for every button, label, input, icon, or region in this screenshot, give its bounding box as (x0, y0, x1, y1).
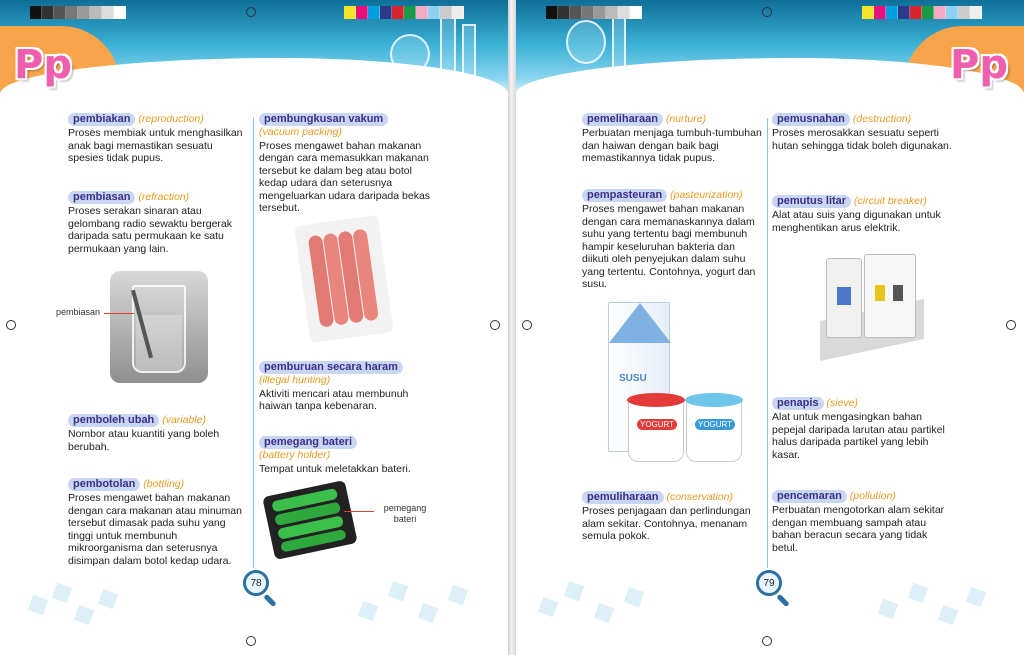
column-divider (253, 118, 254, 568)
page-left (0, 0, 508, 655)
term: pemuliharaan (582, 491, 664, 504)
entry-pemburuan-secara-haram (259, 361, 439, 413)
registration-mark (246, 7, 256, 17)
translation: (refraction) (138, 191, 190, 203)
term: pembungkusan vakum (259, 113, 388, 126)
yogurt-cup-blue (686, 398, 742, 462)
entry-pembotolan (68, 478, 250, 567)
entry-pemeliharaan (582, 113, 764, 165)
registration-mark (246, 636, 256, 646)
translation: (battery holder) (259, 449, 331, 461)
page-right (516, 0, 1024, 655)
term: pemutus litar (772, 195, 851, 208)
term: pencemaran (772, 490, 847, 503)
translation: (sieve) (826, 397, 859, 409)
yogurt-label: YOGURT (695, 419, 735, 430)
registration-mark (1006, 320, 1016, 330)
page-header (516, 0, 1024, 100)
translation: (circuit breaker) (854, 195, 927, 207)
term: pembiasan (68, 191, 135, 204)
test-tube-icon (462, 24, 476, 80)
definition: Perbuatan mengotorkan alam sekitar dengan membuang sampah atau bahan beracun secara yang tidak betul. (772, 504, 945, 554)
entry-pemboleh-ubah (68, 414, 250, 453)
entry-pemuliharaan (582, 491, 764, 543)
registration-mark (6, 320, 16, 330)
decorative-cubes (340, 577, 490, 637)
milk-label: SUSU (619, 373, 647, 384)
definition: Proses mengawet bahan makanan dengan cara memasukkan makanan tersebut ke dalam beg atau botol kedap udara dan seterusnya mengeluarkan udara daripada bekas tersebut. (259, 139, 431, 214)
translation: (reproduction) (138, 113, 204, 125)
circuit-breaker-photo (812, 250, 926, 362)
definition: Aktiviti mencari atau membunuh haiwan tanpa kebenaran. (259, 387, 409, 412)
definition: Proses mengawet bahan makanan dengan cara makanan atau minuman tersebut dimasak pada suhu yang tinggi untuk membunuh mikroorganisma dan seterusnya disimpan dalam botol kedap udara. (68, 492, 242, 567)
yogurt-cup-red (628, 398, 684, 462)
caption-pembiasan: pembiasan (55, 307, 101, 317)
term: pempasteuran (582, 189, 667, 202)
translation: (conservation) (666, 491, 733, 503)
caption-pemegang-bateri: pemegang bateri (383, 503, 427, 524)
definition: Proses membiak untuk menghasilkan anak bagi memastikan sesuatu spesies tidak pupus. (68, 127, 243, 164)
definition: Proses mengawet bahan makanan dengan cara memanaskannya dalam suhu yang tertentu bagi membunuh hampir keseluruhan bakteria dan diikuti oleh penyejukan dalam suhu yang tertentu. Contohnya, yogurt dan susu. (582, 203, 756, 290)
translation: (pasteurization) (670, 189, 743, 201)
term: penapis (772, 397, 824, 410)
translation: (destruction) (852, 113, 912, 125)
translation: (bottling) (143, 478, 185, 490)
entry-penapis (772, 397, 952, 461)
entry-pembungkusan-vakum (259, 113, 439, 215)
translation: (nurture) (665, 113, 707, 125)
print-grayscale-bar (546, 6, 642, 19)
refraction-glass-photo (110, 271, 208, 383)
entry-pemegang-bateri (259, 436, 439, 475)
definition: Tempat untuk meletakkan bateri. (259, 462, 411, 475)
definition: Alat untuk mengasingkan bahan pepejal daripada larutan atau partikel halus daripada partikel yang lebih kasar. (772, 411, 945, 461)
entry-pempasteuran (582, 189, 764, 291)
print-grayscale-bar (30, 6, 126, 19)
term: pemburuan secara haram (259, 361, 403, 374)
section-letter: Pp (14, 42, 72, 88)
translation: (illegal hunting) (259, 374, 331, 386)
definition: Proses penjagaan dan perlindungan alam sekitar. Contohnya, menanam semula pokok. (582, 505, 751, 542)
registration-mark (762, 636, 772, 646)
translation: (variable) (162, 414, 206, 426)
term: pemeliharaan (582, 113, 663, 126)
entry-pemusnahan (772, 113, 952, 152)
entry-pembiakan (68, 113, 250, 165)
decorative-cubes (20, 577, 170, 637)
term: pemboleh ubah (68, 414, 159, 427)
print-color-bar (344, 6, 464, 19)
entry-pemutus-litar (772, 195, 952, 234)
registration-mark (522, 320, 532, 330)
column-divider (767, 118, 768, 568)
print-color-bar (862, 6, 982, 19)
decorative-cubes (526, 577, 676, 637)
term: pemegang bateri (259, 436, 357, 449)
flask-icon (566, 20, 606, 64)
decorative-cubes (856, 577, 1006, 637)
definition: Proses merosakkan sesuatu seperti hutan sehingga tidak boleh digunakan. (772, 127, 952, 152)
yogurt-label: YOGURT (637, 419, 677, 430)
book-gutter (508, 0, 516, 655)
page-number: 79 (763, 578, 775, 589)
term: pemusnahan (772, 113, 850, 126)
definition: Alat atau suis yang digunakan untuk menghentikan arus elektrik. (772, 209, 941, 234)
definition: Proses serakan sinaran atau gelombang radio sewaktu bergerak daripada satu permukaan ke satu permukaan yang lain. (68, 205, 233, 255)
registration-mark (490, 320, 500, 330)
page-number: 78 (250, 578, 262, 589)
entry-pencemaran (772, 490, 952, 554)
term: pembotolan (68, 478, 140, 491)
term: pembiakan (68, 113, 135, 126)
translation: (vacuum packing) (259, 126, 342, 138)
definition: Perbuatan menjaga tumbuh-tumbuhan dan haiwan dengan baik bagi memastikannya tidak pupus. (582, 127, 762, 164)
page-header (0, 0, 508, 100)
section-letter: Pp (950, 42, 1008, 88)
translation: (pollution) (849, 490, 896, 502)
battery-holder-photo (262, 480, 357, 560)
definition: Nombor atau kuantiti yang boleh berubah. (68, 428, 220, 453)
vacuum-sausages-photo (294, 215, 394, 344)
registration-mark (762, 7, 772, 17)
entry-pembiasan (68, 191, 250, 255)
